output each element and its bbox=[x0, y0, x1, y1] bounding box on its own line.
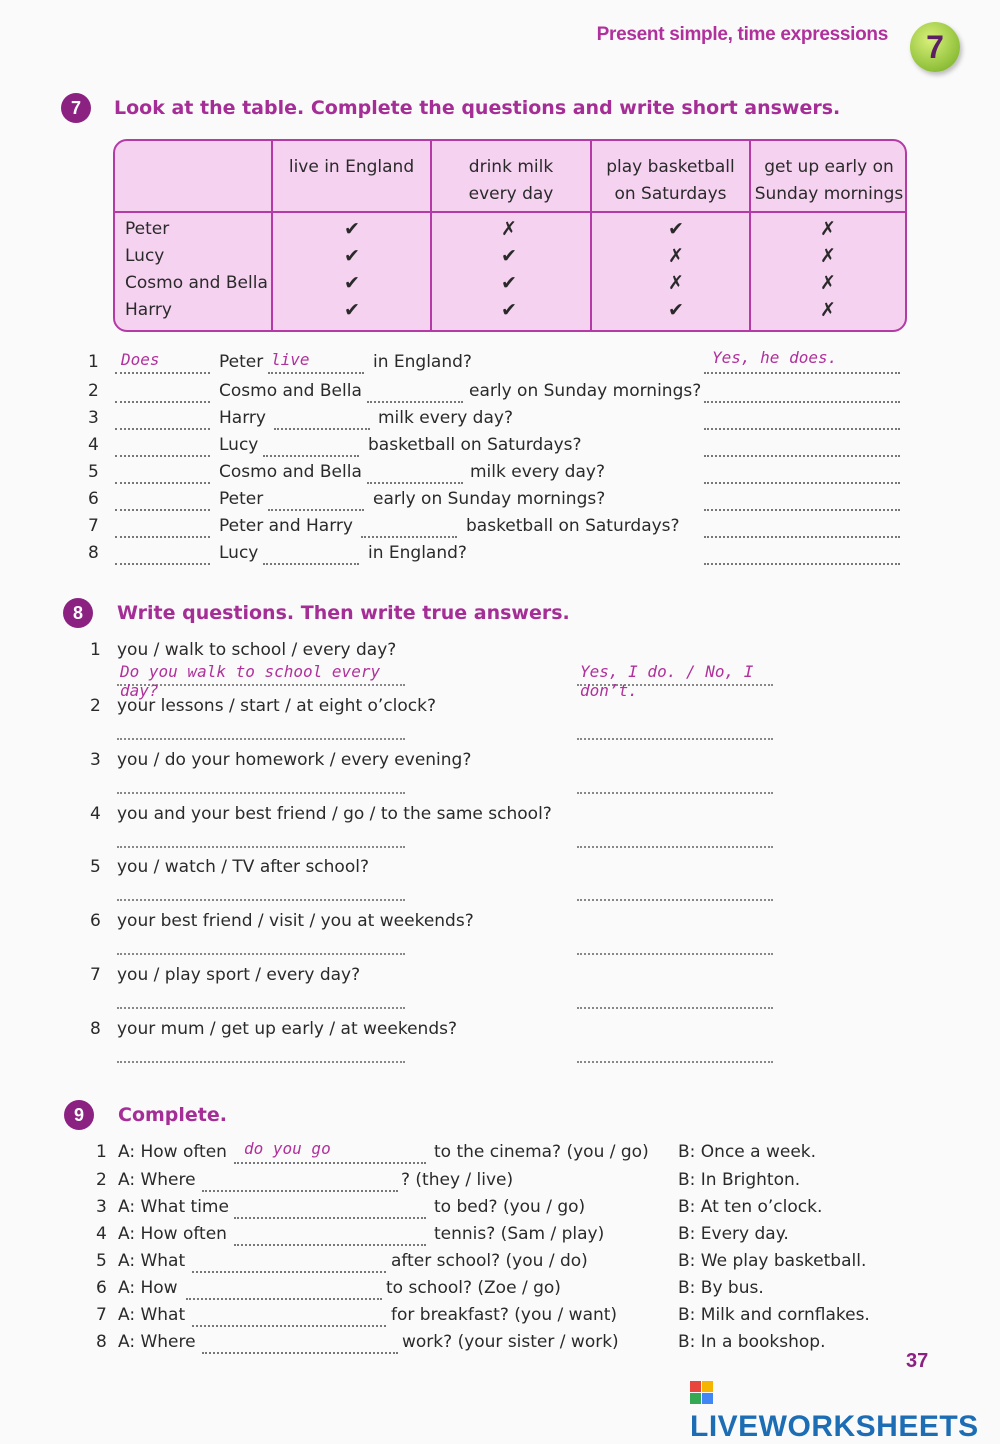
row-name: Lucy bbox=[125, 246, 165, 266]
check-mark: ✔ bbox=[501, 272, 517, 294]
answer-blank[interactable] bbox=[268, 491, 364, 511]
answer-blank[interactable] bbox=[115, 491, 210, 511]
answer-blank[interactable]: Does bbox=[115, 354, 210, 374]
row-name: Harry bbox=[125, 300, 172, 320]
check-mark: ✔ bbox=[668, 299, 684, 321]
answer-blank[interactable] bbox=[367, 383, 463, 403]
answer-blank[interactable] bbox=[192, 1307, 386, 1327]
check-mark: ✔ bbox=[344, 299, 360, 321]
short-answer-blank[interactable] bbox=[704, 464, 900, 484]
check-mark: ✔ bbox=[344, 245, 360, 267]
liveworksheets-logo: LIVEWORKSHEETS bbox=[690, 1376, 1000, 1444]
exercise-8-number: 8 bbox=[63, 598, 93, 628]
answer-blank[interactable] bbox=[234, 1226, 426, 1246]
question-blank[interactable] bbox=[117, 989, 405, 1009]
exercise-8-title: Write questions. Then write true answers. bbox=[117, 602, 570, 624]
check-mark: ✔ bbox=[344, 218, 360, 240]
check-mark: ✔ bbox=[501, 245, 517, 267]
table-header: live in England bbox=[288, 157, 415, 177]
exercise-9-items: 1 A: How often do you go to the cinema? (you / go) B: Once a week. 2 A: Where ? (they / live) B: In Brighton. 3 A: What time to bed? (you / go) B: At ten o’clock. 4 A: How often tennis? (Sam / play) B: Every day. 5 A: What after school? (you / do) B: We play basketball. 6 A: How to school? (Zoe / go) B: By bus. 7 A: What for breakfast? (you / want) B: Milk and cornflakes. 8 A: Where work? (your sister / work) B: In a bookshop. bbox=[96, 1139, 870, 1352]
answer-blank[interactable] bbox=[115, 437, 210, 457]
check-mark: ✗ bbox=[820, 245, 836, 267]
answer-blank[interactable] bbox=[234, 1199, 426, 1219]
answer-blank[interactable] bbox=[577, 989, 773, 1009]
question-blank[interactable]: Do you walk to school every day? bbox=[117, 664, 405, 686]
habits-table bbox=[113, 139, 907, 332]
answer-blank[interactable] bbox=[577, 828, 773, 848]
answer-blank[interactable] bbox=[202, 1172, 398, 1192]
liveworksheets-icon bbox=[690, 1381, 714, 1405]
answer-blank[interactable] bbox=[115, 410, 210, 430]
check-mark: ✔ bbox=[501, 299, 517, 321]
answer-blank[interactable] bbox=[192, 1253, 386, 1273]
check-mark: ✗ bbox=[820, 272, 836, 294]
page-number: 37 bbox=[906, 1350, 929, 1372]
check-mark: ✗ bbox=[820, 299, 836, 321]
question-blank[interactable] bbox=[117, 720, 405, 740]
exercise-7-title: Look at the table. Complete the questions and write short answers. bbox=[114, 97, 841, 119]
check-mark: ✔ bbox=[668, 218, 684, 240]
check-mark: ✗ bbox=[668, 245, 684, 267]
answer-blank[interactable] bbox=[577, 935, 773, 955]
answer-blank[interactable] bbox=[274, 410, 370, 430]
exercise-9-number: 9 bbox=[64, 1100, 94, 1130]
short-answer-blank[interactable] bbox=[704, 437, 900, 457]
short-answer-blank[interactable] bbox=[704, 518, 900, 538]
answer-blank[interactable] bbox=[186, 1280, 382, 1300]
table-header: get up early on Sunday mornings bbox=[754, 157, 904, 204]
exercise-8-items: 1 you / walk to school / every day? Do you walk to school every day? Yes, I do. / No, I don’t. 2 your lessons / start / at eight o’clock? 3 you / do your homework / every evening? 4 you and your best friend / go / to the same school? 5 you / watch / TV after school? 6 your best friend / visit / you at weekends? 7 you / play sport / every day? 8 your mum / get up early / at weekends? bbox=[90, 640, 810, 1070]
answer-blank[interactable] bbox=[577, 720, 773, 740]
answer-blank[interactable] bbox=[577, 1043, 773, 1063]
answer-blank[interactable] bbox=[367, 464, 463, 484]
unit-badge: 7 bbox=[910, 22, 960, 72]
check-mark: ✗ bbox=[501, 218, 517, 240]
answer-blank[interactable] bbox=[115, 545, 210, 565]
question-blank[interactable] bbox=[117, 1043, 405, 1063]
short-answer-blank[interactable] bbox=[704, 545, 900, 565]
check-mark: ✗ bbox=[668, 272, 684, 294]
answer-blank[interactable] bbox=[202, 1334, 398, 1354]
short-answer-blank[interactable] bbox=[704, 491, 900, 511]
short-answer-blank[interactable]: Yes, he does. bbox=[704, 354, 900, 374]
answer-blank[interactable]: Yes, I do. / No, I don’t. bbox=[577, 664, 773, 686]
short-answer-blank[interactable] bbox=[704, 410, 900, 430]
table-header: drink milk every day bbox=[468, 157, 554, 204]
answer-blank[interactable] bbox=[263, 437, 359, 457]
answer-blank[interactable] bbox=[115, 383, 210, 403]
table-header: play basketball on Saturdays bbox=[606, 157, 735, 204]
answer-blank[interactable] bbox=[263, 545, 359, 565]
question-blank[interactable] bbox=[117, 935, 405, 955]
answer-blank[interactable]: live bbox=[268, 354, 364, 374]
answer-blank[interactable] bbox=[115, 518, 210, 538]
row-name: Cosmo and Bella bbox=[125, 273, 268, 293]
section-title: Present simple, time expressions bbox=[596, 24, 888, 45]
answer-blank[interactable] bbox=[577, 881, 773, 901]
answer-blank[interactable] bbox=[115, 464, 210, 484]
check-mark: ✔ bbox=[344, 272, 360, 294]
question-blank[interactable] bbox=[117, 774, 405, 794]
answer-blank[interactable]: do you go bbox=[234, 1144, 426, 1164]
question-blank[interactable] bbox=[117, 881, 405, 901]
row-name: Peter bbox=[125, 219, 170, 239]
answer-blank[interactable] bbox=[361, 518, 457, 538]
answer-blank[interactable] bbox=[577, 774, 773, 794]
exercise-7-number: 7 bbox=[61, 93, 91, 123]
question-blank[interactable] bbox=[117, 828, 405, 848]
exercise-9-title: Complete. bbox=[118, 1104, 227, 1126]
short-answer-blank[interactable] bbox=[704, 383, 900, 403]
check-mark: ✗ bbox=[820, 218, 836, 240]
